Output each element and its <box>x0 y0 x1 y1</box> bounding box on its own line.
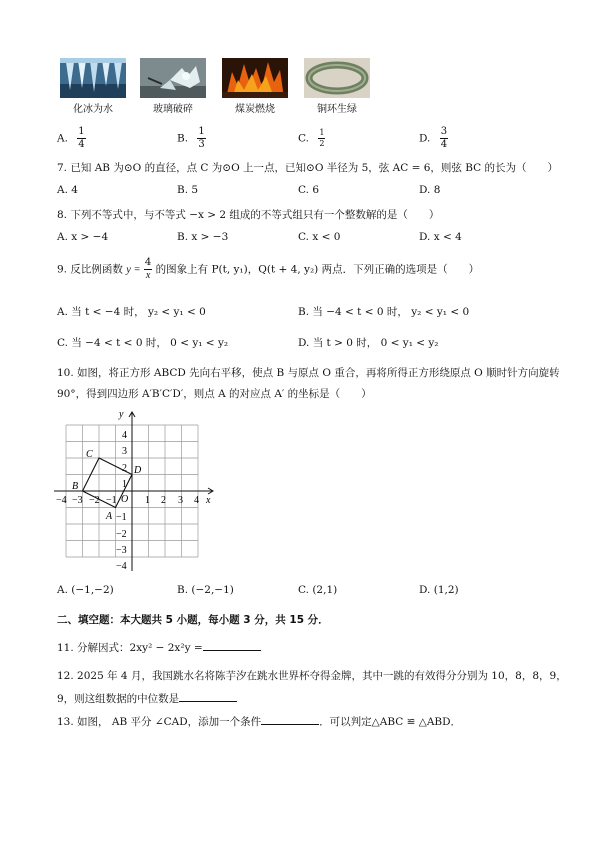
bracelet-photo <box>304 58 370 98</box>
q7-option-d: D. 8 <box>419 184 441 196</box>
caption-glass: 玻璃破碎 <box>153 104 193 115</box>
x-tick-neg3: −3 <box>72 495 83 506</box>
point-c-label: C <box>86 449 93 460</box>
q8-stem: 8. 下列不等式中，与不等式 −x > 2 组成的不等式组只有一个整数解的是（ ） <box>57 209 440 221</box>
q6-option-b: B. $\frac{1}{3}$ <box>177 126 205 150</box>
q10-option-c: C. (2,1) <box>298 584 338 596</box>
q10-stem-line2: 90°，得到四边形 A′B′C′D′，则点 A 的对应点 A′ 的坐标是（ ） <box>57 388 372 400</box>
q8-option-a: A. x > −4 <box>57 231 109 243</box>
caption-fire: 煤炭燃烧 <box>235 104 275 115</box>
axis-x-label: x <box>206 495 211 506</box>
q6-option-c: C. $\frac{1}{2}$ <box>298 128 325 148</box>
x-tick-neg1: −1 <box>106 495 117 506</box>
q10-stem-line1: 10. 如图，将正方形 ABCD 先向右平移，使点 B 与原点 O 重合，再将所得正方形绕原点 O 顺时针方向旋转 <box>57 367 560 379</box>
q9-option-c: C. 当 −4 < t < 0 时， 0 < y₁ < y₂ <box>57 337 229 349</box>
y-tick-neg3: −3 <box>116 545 127 556</box>
y-tick-neg1: −1 <box>116 512 127 523</box>
y-tick-neg2: −2 <box>116 529 127 540</box>
q13-answer-blank[interactable] <box>261 724 319 725</box>
q7-option-b: B. 5 <box>177 184 199 196</box>
x-tick-neg4: −4 <box>56 495 67 506</box>
section2-title: 二、填空题：本大题共 5 小题，每小题 3 分，共 15 分． <box>57 614 329 626</box>
x-tick-2: 2 <box>161 495 166 506</box>
ice-photo <box>60 58 126 98</box>
q13-stem: 13. 如图， AB 平分 ∠CAD，添加一个条件 ．可以判定△ABC ≌ △ABD． <box>57 716 462 728</box>
q8-option-b: B. x > −3 <box>177 231 229 243</box>
y-tick-1: 1 <box>122 479 127 490</box>
q7-stem: 7. 已知 AB 为⊙O 的直径，点 C 为⊙O 上一点，已知⊙O 半径为 5，弦 AC = 6，则弦 BC 的长为（ ） <box>57 162 559 174</box>
glass-photo <box>140 58 206 98</box>
q11-answer-blank[interactable] <box>203 650 261 651</box>
axis-y-label: y <box>119 409 124 420</box>
q6-option-d: D. $\frac{3}{4}$ <box>419 126 448 150</box>
point-b-label: B <box>72 481 79 492</box>
q12-answer-blank[interactable] <box>179 701 237 702</box>
fire-photo <box>222 58 288 98</box>
y-tick-3: 3 <box>122 446 127 457</box>
x-tick-4: 4 <box>194 495 199 506</box>
y-tick-4: 4 <box>122 430 127 441</box>
origin-label: O <box>121 494 129 505</box>
q12-line2: 9，则这组数据的中位数是 <box>57 691 237 706</box>
x-tick-neg2: −2 <box>89 495 100 506</box>
x-tick-3: 3 <box>178 495 183 506</box>
q6-option-a: A. $\frac{1}{4}$ <box>57 126 85 150</box>
y-tick-neg4: −4 <box>116 561 127 572</box>
point-d-label: D <box>134 465 142 476</box>
q10-option-a: A. (−1,−2) <box>57 584 114 596</box>
caption-bracelet: 铜环生绿 <box>317 104 357 115</box>
q8-option-d: D. x < 4 <box>419 231 462 243</box>
q7-option-c: C. 6 <box>298 184 320 196</box>
coordinate-graph <box>48 407 218 577</box>
q10-option-d: D. (1,2) <box>419 584 459 596</box>
y-tick-2: 2 <box>122 463 127 474</box>
x-tick-1: 1 <box>145 495 150 506</box>
q11-stem: 11. 分解因式：2xy² − 2x²y = <box>57 640 261 655</box>
q9-option-b: B. 当 −4 < t < 0 时， y₂ < y₁ < 0 <box>298 306 470 318</box>
q9-option-a: A. 当 t < −4 时， y₂ < y₁ < 0 <box>57 306 206 318</box>
caption-ice: 化冰为水 <box>73 104 113 115</box>
q10-option-b: B. (−2,−1) <box>177 584 234 596</box>
q12-line1: 12. 2025 年 4 月，我国跳水名将陈芋汐在跳水世界杯夺得金牌，其中一跳的有效得分分别为 10，8，8，9， <box>57 670 567 682</box>
point-a-label: A <box>106 511 113 522</box>
q8-option-c: C. x < 0 <box>298 231 341 243</box>
q9-stem: 9. 反比例函数 y = $\frac{4}{x}$ 的图象上有 P(t, y₁)，Q(t + 4, y₂) 两点．下列正确的选项是（ ） <box>57 257 480 281</box>
q9-option-d: D. 当 t > 0 时， 0 < y₁ < y₂ <box>298 337 439 349</box>
q7-option-a: A. 4 <box>57 184 78 196</box>
